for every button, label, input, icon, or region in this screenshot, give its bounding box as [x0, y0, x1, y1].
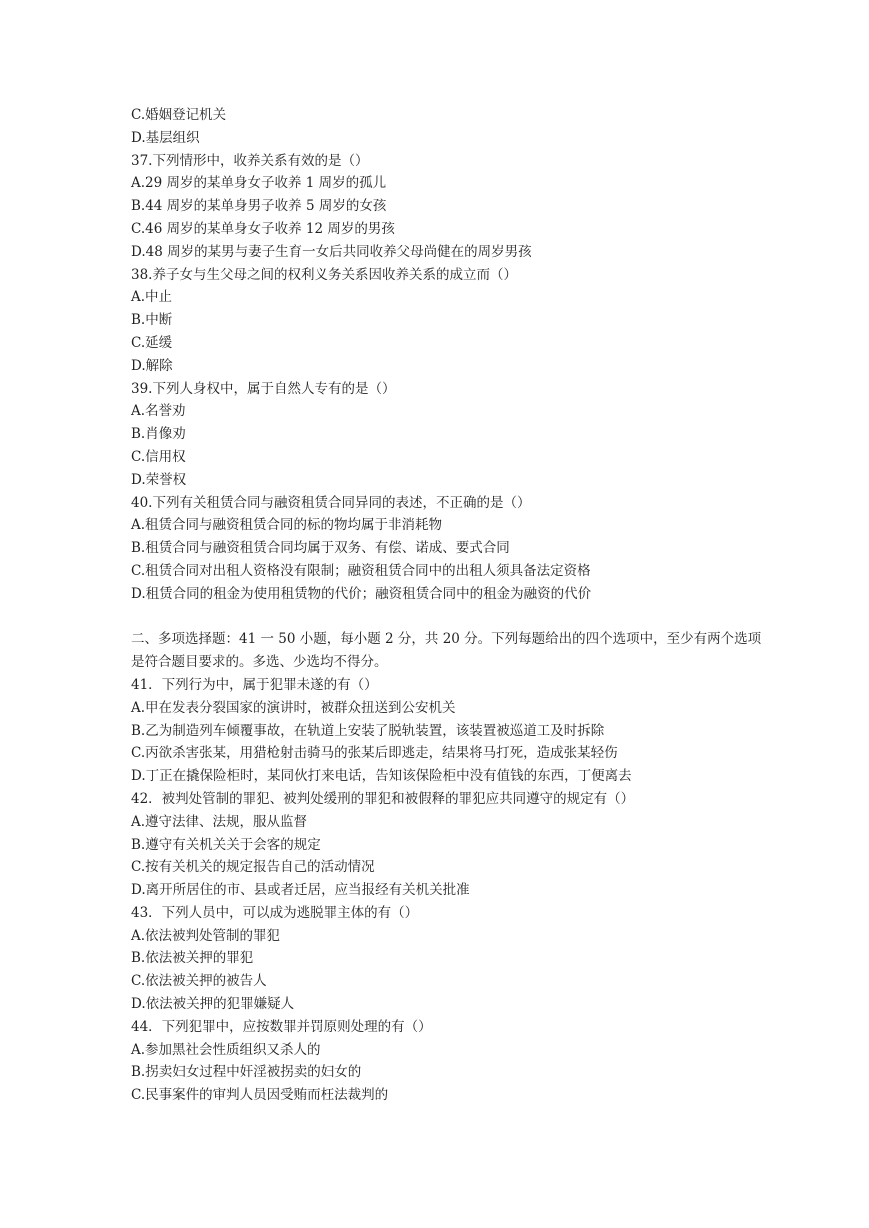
answer-option: A.甲在发表分裂国家的演讲时，被群众扭送到公安机关	[131, 699, 456, 716]
question-block-single-choice	[131, 104, 771, 606]
answer-option: D.丁正在撬保险柜时，某同伙打来电话，告知该保险柜中没有值钱的东西，丁便离去	[131, 768, 632, 785]
question-stem: 41．下列行为中，属于犯罪未遂的有（）	[131, 676, 378, 693]
question-stem: 40.下列有关租赁合同与融资租赁合同异同的表述，不正确的是（）	[131, 494, 531, 511]
answer-option: C.婚姻登记机关	[131, 107, 227, 123]
answer-option: D.解除	[131, 357, 173, 374]
answer-option: A.29 周岁的某单身女子收养 1 周岁的孤儿	[131, 175, 387, 192]
question-stem: 42．被判处管制的罪犯、被判处缓刑的罪犯和被假释的罪犯应共同遵守的规定有（）	[131, 790, 635, 807]
answer-option: B.拐卖妇女过程中奸淫被拐卖的妇女的	[131, 1064, 362, 1081]
section-heading-multiple-choice: 二、多项选择题：41 一 50 小题，每小题 2 分，共 20 分。下列每题给出的四个选项中，至少有两个选项是符合题目要求的。多选、少选均不得分。	[131, 631, 762, 671]
answer-option: D.基层组织	[131, 129, 200, 146]
paragraph-gap	[131, 606, 771, 629]
answer-option: A.参加黑社会性质组织又杀人的	[131, 1041, 321, 1058]
answer-option: B.依法被关押的罪犯	[131, 950, 254, 967]
answer-option: C.民事案件的审判人员因受贿而枉法裁判的	[131, 1087, 389, 1104]
answer-option: D.离开所居住的市、县或者迁居，应当报经有关机关批准	[131, 882, 470, 899]
question-stem: 39.下列人身权中，属于自然人专有的是（）	[131, 380, 396, 397]
answer-option: B.中断	[131, 312, 173, 329]
answer-option: B.遵守有关机关关于会客的规定	[131, 836, 321, 853]
answer-option: C.46 周岁的某单身女子收养 12 周岁的男孩	[131, 220, 395, 237]
answer-option: C.依法被关押的被告人	[131, 973, 267, 990]
document-page	[131, 104, 771, 1107]
question-stem: 44．下列犯罪中，应按数罪并罚原则处理的有（）	[131, 1018, 432, 1035]
answer-option: D.租赁合同的租金为使用租赁物的代价；融资租赁合同中的租金为融资的代价	[131, 585, 592, 602]
answer-option: D.荣誉权	[131, 471, 187, 488]
answer-option: C.丙欲杀害张某，用猎枪射击骑马的张某后即逃走，结果将马打死，造成张某轻伤	[131, 745, 618, 762]
answer-option: A.依法被判处管制的罪犯	[131, 927, 281, 944]
answer-option: B.租赁合同与融资租赁合同均属于双务、有偿、诺成、要式合同	[131, 540, 510, 557]
answer-option: D.48 周岁的某男与妻子生育一女后共同收养父母尚健在的周岁男孩	[131, 243, 532, 260]
answer-option: A.遵守法律、法规，服从监督	[131, 813, 308, 830]
question-stem: 43．下列人员中，可以成为逃脱罪主体的有（）	[131, 904, 419, 921]
question-stem: 37.下列情形中，收养关系有效的是（）	[131, 152, 369, 169]
answer-option: B.44 周岁的某单身男子收养 5 周岁的女孩	[131, 198, 387, 215]
answer-option: A.名誉劝	[131, 403, 186, 420]
answer-option: A.中止	[131, 289, 173, 306]
answer-option: C.按有关机关的规定报告自己的活动情况	[131, 859, 375, 876]
question-stem: 38.养子女与生父母之间的权利义务关系因收养关系的成立而（）	[131, 266, 517, 283]
answer-option: C.信用权	[131, 448, 186, 465]
answer-option: D.依法被关押的犯罪嫌疑人	[131, 996, 295, 1013]
question-block-multiple-choice	[131, 674, 771, 1107]
answer-option: A.租赁合同与融资租赁合同的标的物均属于非消耗物	[131, 517, 443, 534]
answer-option: C.延缓	[131, 334, 173, 351]
answer-option: B.乙为制造列车倾覆事故，在轨道上安装了脱轨装置，该装置被巡道工及时拆除	[131, 722, 605, 739]
answer-option: B.肖像劝	[131, 426, 186, 443]
answer-option: C.租赁合同对出租人资格没有限制；融资租赁合同中的出租人须具备法定资格	[131, 562, 591, 579]
